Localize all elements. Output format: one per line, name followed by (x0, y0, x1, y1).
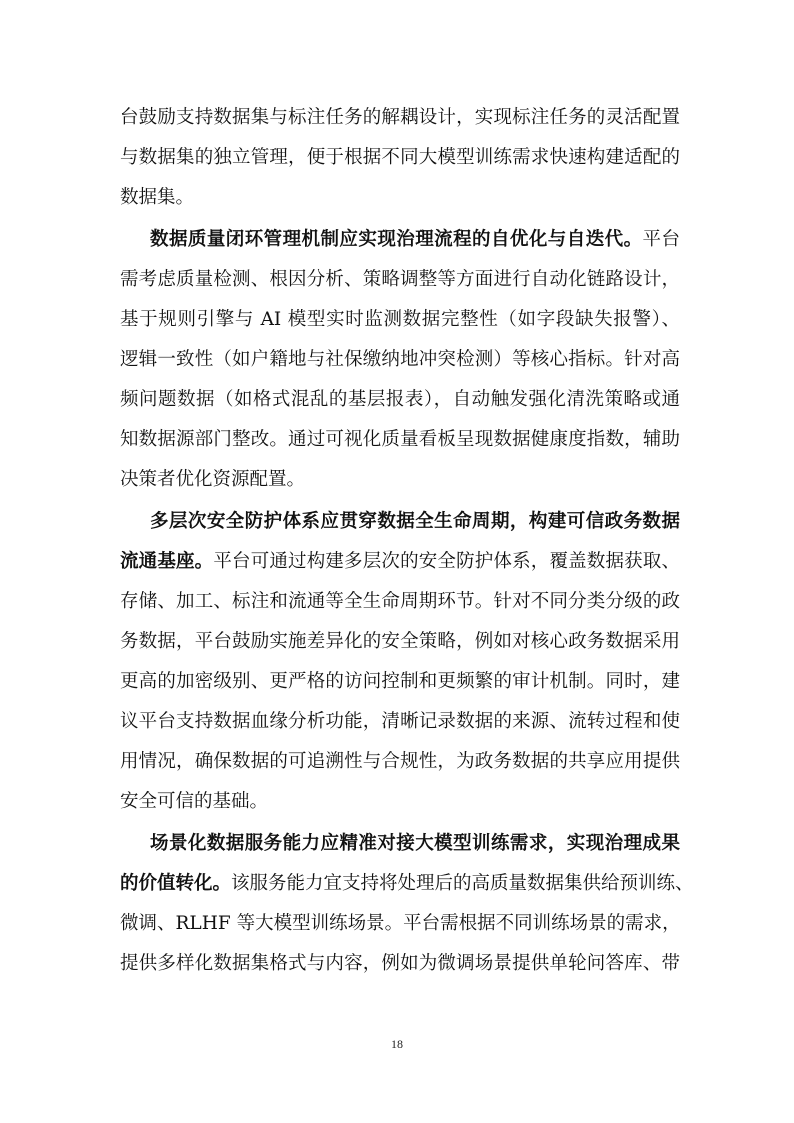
line-text: 平台可通过构建多层次的安全防护体系，覆盖数据获取、 (213, 551, 680, 572)
line-text: 知数据源部门整改。通过可视化质量看板呈现数据健康度指数，辅助 (120, 429, 680, 450)
line-text: 平台 (642, 229, 680, 250)
body-line (120, 308, 680, 332)
line-text: 议平台支持数据血缘分析功能，清晰记录数据的来源、流转过程和使 (120, 711, 680, 732)
body-line (120, 268, 680, 292)
line-text: 台鼓励支持数据集与标注任务的解耦设计，实现标注任务的灵活配置 (120, 107, 680, 128)
line-text: 频问题数据（如格式混乱的基层报表），自动触发强化清洗策略或通 (120, 389, 680, 410)
body-line (120, 388, 680, 412)
body-line (120, 952, 680, 976)
body-line (120, 590, 680, 614)
line-text: 安全可信的基础。 (120, 791, 269, 812)
line-text: 需考虑质量检测、根因分析、策略调整等方面进行自动化链路设计， (120, 269, 680, 290)
paragraph-heading-line (150, 228, 680, 252)
body-line (120, 710, 680, 734)
line-text: 微调、RLHF 等大模型训练场景。平台需根据不同训练场景的需求， (120, 913, 681, 934)
paragraph-heading-line (120, 872, 694, 896)
line-text: 存储、加工、标注和流通等全生命周期环节。针对不同分类分级的政 (120, 591, 680, 612)
line-text: 用情况，确保数据的可追溯性与合规性，为政务数据的共享应用提供 (120, 751, 680, 772)
bold-heading-text: 数据质量闭环管理机制应实现治理流程的自优化与自迭代。 (150, 229, 643, 250)
body-line (120, 750, 680, 774)
paragraph-heading-line (150, 510, 680, 534)
paragraph-heading-line (150, 832, 680, 856)
line-text: 数据集。 (120, 187, 195, 208)
line-text: 与数据集的独立管理，便于根据不同大模型训练需求快速构建适配的 (120, 147, 680, 168)
bold-heading-text: 的价值转化。 (120, 873, 232, 894)
bold-heading-text: 流通基座。 (120, 551, 214, 572)
body-line (120, 468, 680, 492)
line-text: 决策者优化资源配置。 (120, 469, 306, 490)
bold-heading-text: 场景化数据服务能力应精准对接大模型训练需求，实现治理成果 (150, 833, 680, 854)
body-line (120, 670, 680, 694)
body-line (120, 790, 680, 814)
body-line (120, 912, 680, 936)
body-line (120, 428, 680, 452)
line-text: 更高的加密级别、更严格的访问控制和更频繁的审计机制。同时，建 (120, 671, 680, 692)
bold-heading-text: 多层次安全防护体系应贯穿数据全生命周期，构建可信政务数据 (150, 511, 680, 532)
paragraph-heading-line (120, 550, 680, 574)
line-text: 务数据，平台鼓励实施差异化的安全策略，例如对核心政务数据采用 (120, 631, 680, 652)
line-text: 基于规则引擎与 AI 模型实时监测数据完整性（如字段缺失报警）、 (120, 309, 680, 330)
body-line (120, 186, 680, 210)
line-text: 逻辑一致性（如户籍地与社保缴纳地冲突检测）等核心指标。针对高 (120, 349, 680, 370)
body-line (120, 630, 680, 654)
body-line (120, 106, 680, 130)
body-line (120, 348, 680, 372)
line-text: 该服务能力宜支持将处理后的高质量数据集供给预训练、 (231, 873, 694, 894)
line-text: 提供多样化数据集格式与内容，例如为微调场景提供单轮问答库、带 (120, 953, 680, 974)
body-line (120, 146, 680, 170)
page-number: 18 (391, 1037, 403, 1051)
